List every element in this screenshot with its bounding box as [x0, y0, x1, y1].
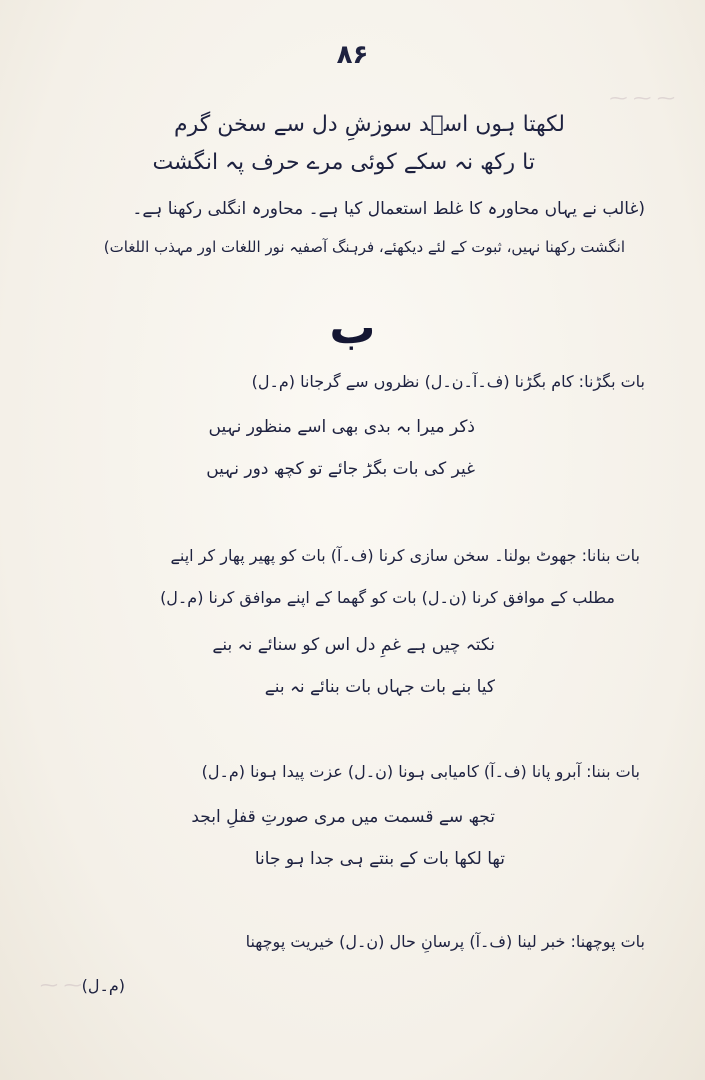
- note-line-1: (غالب نے یہاں محاورہ کا غلط استعمال کیا ہے۔ محاورہ انگلی رکھنا ہے۔: [132, 199, 645, 219]
- note-line-2: انگشت رکھنا نہیں، ثبوت کے لئے دیکھئے، فرہنگ آصفیہ نور اللغات اور مہذب اللغات): [103, 238, 625, 256]
- entry-head: بات بننا: آبرو پانا (ف۔آ) کامیابی ہونا (ن۔ل) عزت پیدا ہونا (م۔ل): [201, 762, 640, 781]
- page-number: ۸۶: [336, 40, 369, 70]
- entry-head: بات بنانا: جھوٹ بولنا۔ سخن سازی کرنا (ف۔آ) بات کو پھیر پھار کر اپنے: [170, 546, 640, 565]
- couplet-top-line-1: لکھتا ہوں اسؔد سوزشِ دل سے سخن گرم: [174, 112, 565, 137]
- entry-verse-1: نکتہ چیں ہے غمِ دل اس کو سنائے نہ بنے: [212, 635, 495, 655]
- section-letter: ب: [329, 300, 376, 354]
- entry-verse-2: غیر کی بات بگڑ جائے تو کچھ دور نہیں: [206, 459, 475, 479]
- bleed-through-mark: ⁓ ⁓ ⁓: [609, 88, 675, 109]
- entry-head: بات پوچھنا: خبر لینا (ف۔آ) پرسانِ حال (ن۔ل) خیریت پوچھنا: [245, 932, 645, 951]
- entry-verse-2: کیا بنے بات جہاں بات بنائے نہ بنے: [264, 677, 495, 697]
- entry-verse-1: ذکر میرا بہ بدی بھی اسے منظور نہیں: [208, 417, 475, 437]
- entry-verse-1: تجھ سے قسمت میں مری صورتِ قفلِ ابجد: [191, 807, 495, 827]
- entry-continuation: (م۔ل): [81, 976, 125, 995]
- bleed-through-mark: ⁓ ⁓: [40, 975, 82, 996]
- entry-continuation: مطلب کے موافق کرنا (ن۔ل) بات کو گھما کے اپنے موافق کرنا (م۔ل): [160, 588, 615, 607]
- entry-head: بات بگڑنا: کام بگڑنا (ف۔آ۔ن۔ل) نظروں سے گرجانا (م۔ل): [251, 372, 645, 391]
- couplet-top-line-2: تا رکھ نہ سکے کوئی مرے حرف پہ انگشت: [152, 150, 535, 175]
- entry-verse-2: تھا لکھا بات کے بنتے ہی جدا ہو جانا: [254, 849, 505, 869]
